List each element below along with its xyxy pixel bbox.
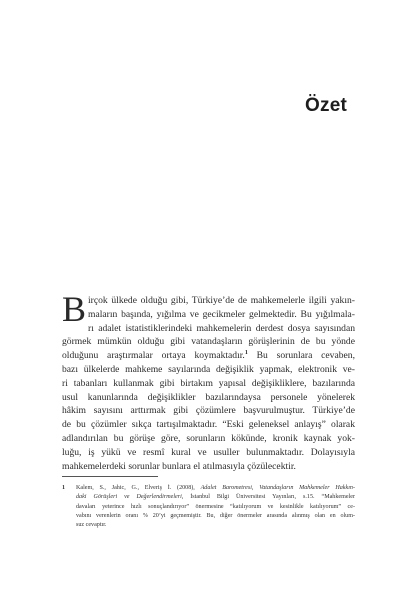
paragraph-line: adlandırılan bu görüşe göre, sorunların kökünde, kronik kaynak yok- [62, 432, 355, 444]
paragraph-line: usul kanunlarında değişiklikler bazılarındaysa personele yönelerek [62, 391, 355, 403]
paragraph-line: luğu, iş yükü ve resmî kural ve usuller bulunmaktadır. Dolayısıyla [62, 446, 355, 458]
footnote-number: 1 [62, 485, 66, 491]
footnote-line [76, 484, 355, 493]
paragraph-line: maların başında, yığılma ve gecikmeler gelmektedir. Bu yığılmala- [88, 308, 355, 320]
paragraph-line: rı adalet istatistiklerindeki mahkemelerin derdest dosya sayısından [88, 322, 355, 334]
footnote-italic-title: Adalet Barometresi, Vatandaşların Mahkemeler Hakkın- [200, 485, 355, 491]
footnote-text [76, 484, 355, 530]
paragraph-line: irçok ülkede olduğu gibi, Türkiye’de de mahkemelerle ilgili yakın- [88, 295, 355, 306]
footnote [62, 484, 355, 530]
paragraph-line: de bu çözümler sıkça tartışılmaktadır. “Eski geleneksel anlayış” olarak [62, 419, 355, 431]
footnote-line-text: , İstanbul Bilgi Üniversitesi Yayınları, s.15. “Mahkemeler [181, 494, 355, 501]
footnote-line-text: Kalem, S., Jahic, G., Elveriş İ. (2008), [76, 485, 201, 491]
paragraph-line: mahkemelerdeki sorunlar bunlara el atılmasıyla çözülecektir. [62, 460, 296, 472]
footnote-italic-title: daki Görüşleri ve Değerlendirmeleri [76, 494, 182, 501]
body-paragraph [62, 289, 355, 473]
page-title: Özet [305, 95, 347, 116]
paragraph-line: görmek mümkün olduğu gibi vatandaşların görüşlerinin de bu yönde [62, 336, 355, 348]
paragraph-line: hâkim sayısını arttırmak gibi çözümlere başvurulmuştur. Türkiye’de [62, 405, 355, 417]
paragraph-line: ri tabanları kullanmak gibi birtakım yapısal değişikliklere, bazılarında [62, 377, 355, 389]
footnote-reference[interactable]: 1 [244, 350, 248, 356]
footnote-line: suz cevaptır. [76, 522, 107, 529]
footnote-divider [62, 476, 158, 477]
footnote-line: vabını verenlerin oranı % 20’yi geçmemiştir. Bu, diğer önermeler arasında alınmış olan en olum- [76, 512, 355, 519]
paragraph-line-with-footnote [62, 349, 355, 363]
paragraph-line-tail: Bu sorunlara cevaben, [247, 350, 355, 362]
paragraph-line: bazı ülkelerde mahkeme sayılarında değişiklik yapmak, elektronik ve- [62, 363, 355, 375]
drop-cap: B [62, 289, 87, 329]
footnote-line: davaları yeterince hızlı sonuçlandırıyor” önermesine “katılıyorum ve kesinlikle katılıyorum” ce- [76, 503, 355, 510]
footnote-line [76, 493, 355, 502]
paragraph-line-text: olduğunu araştırmalar ortaya koymaktadır. [62, 350, 245, 362]
